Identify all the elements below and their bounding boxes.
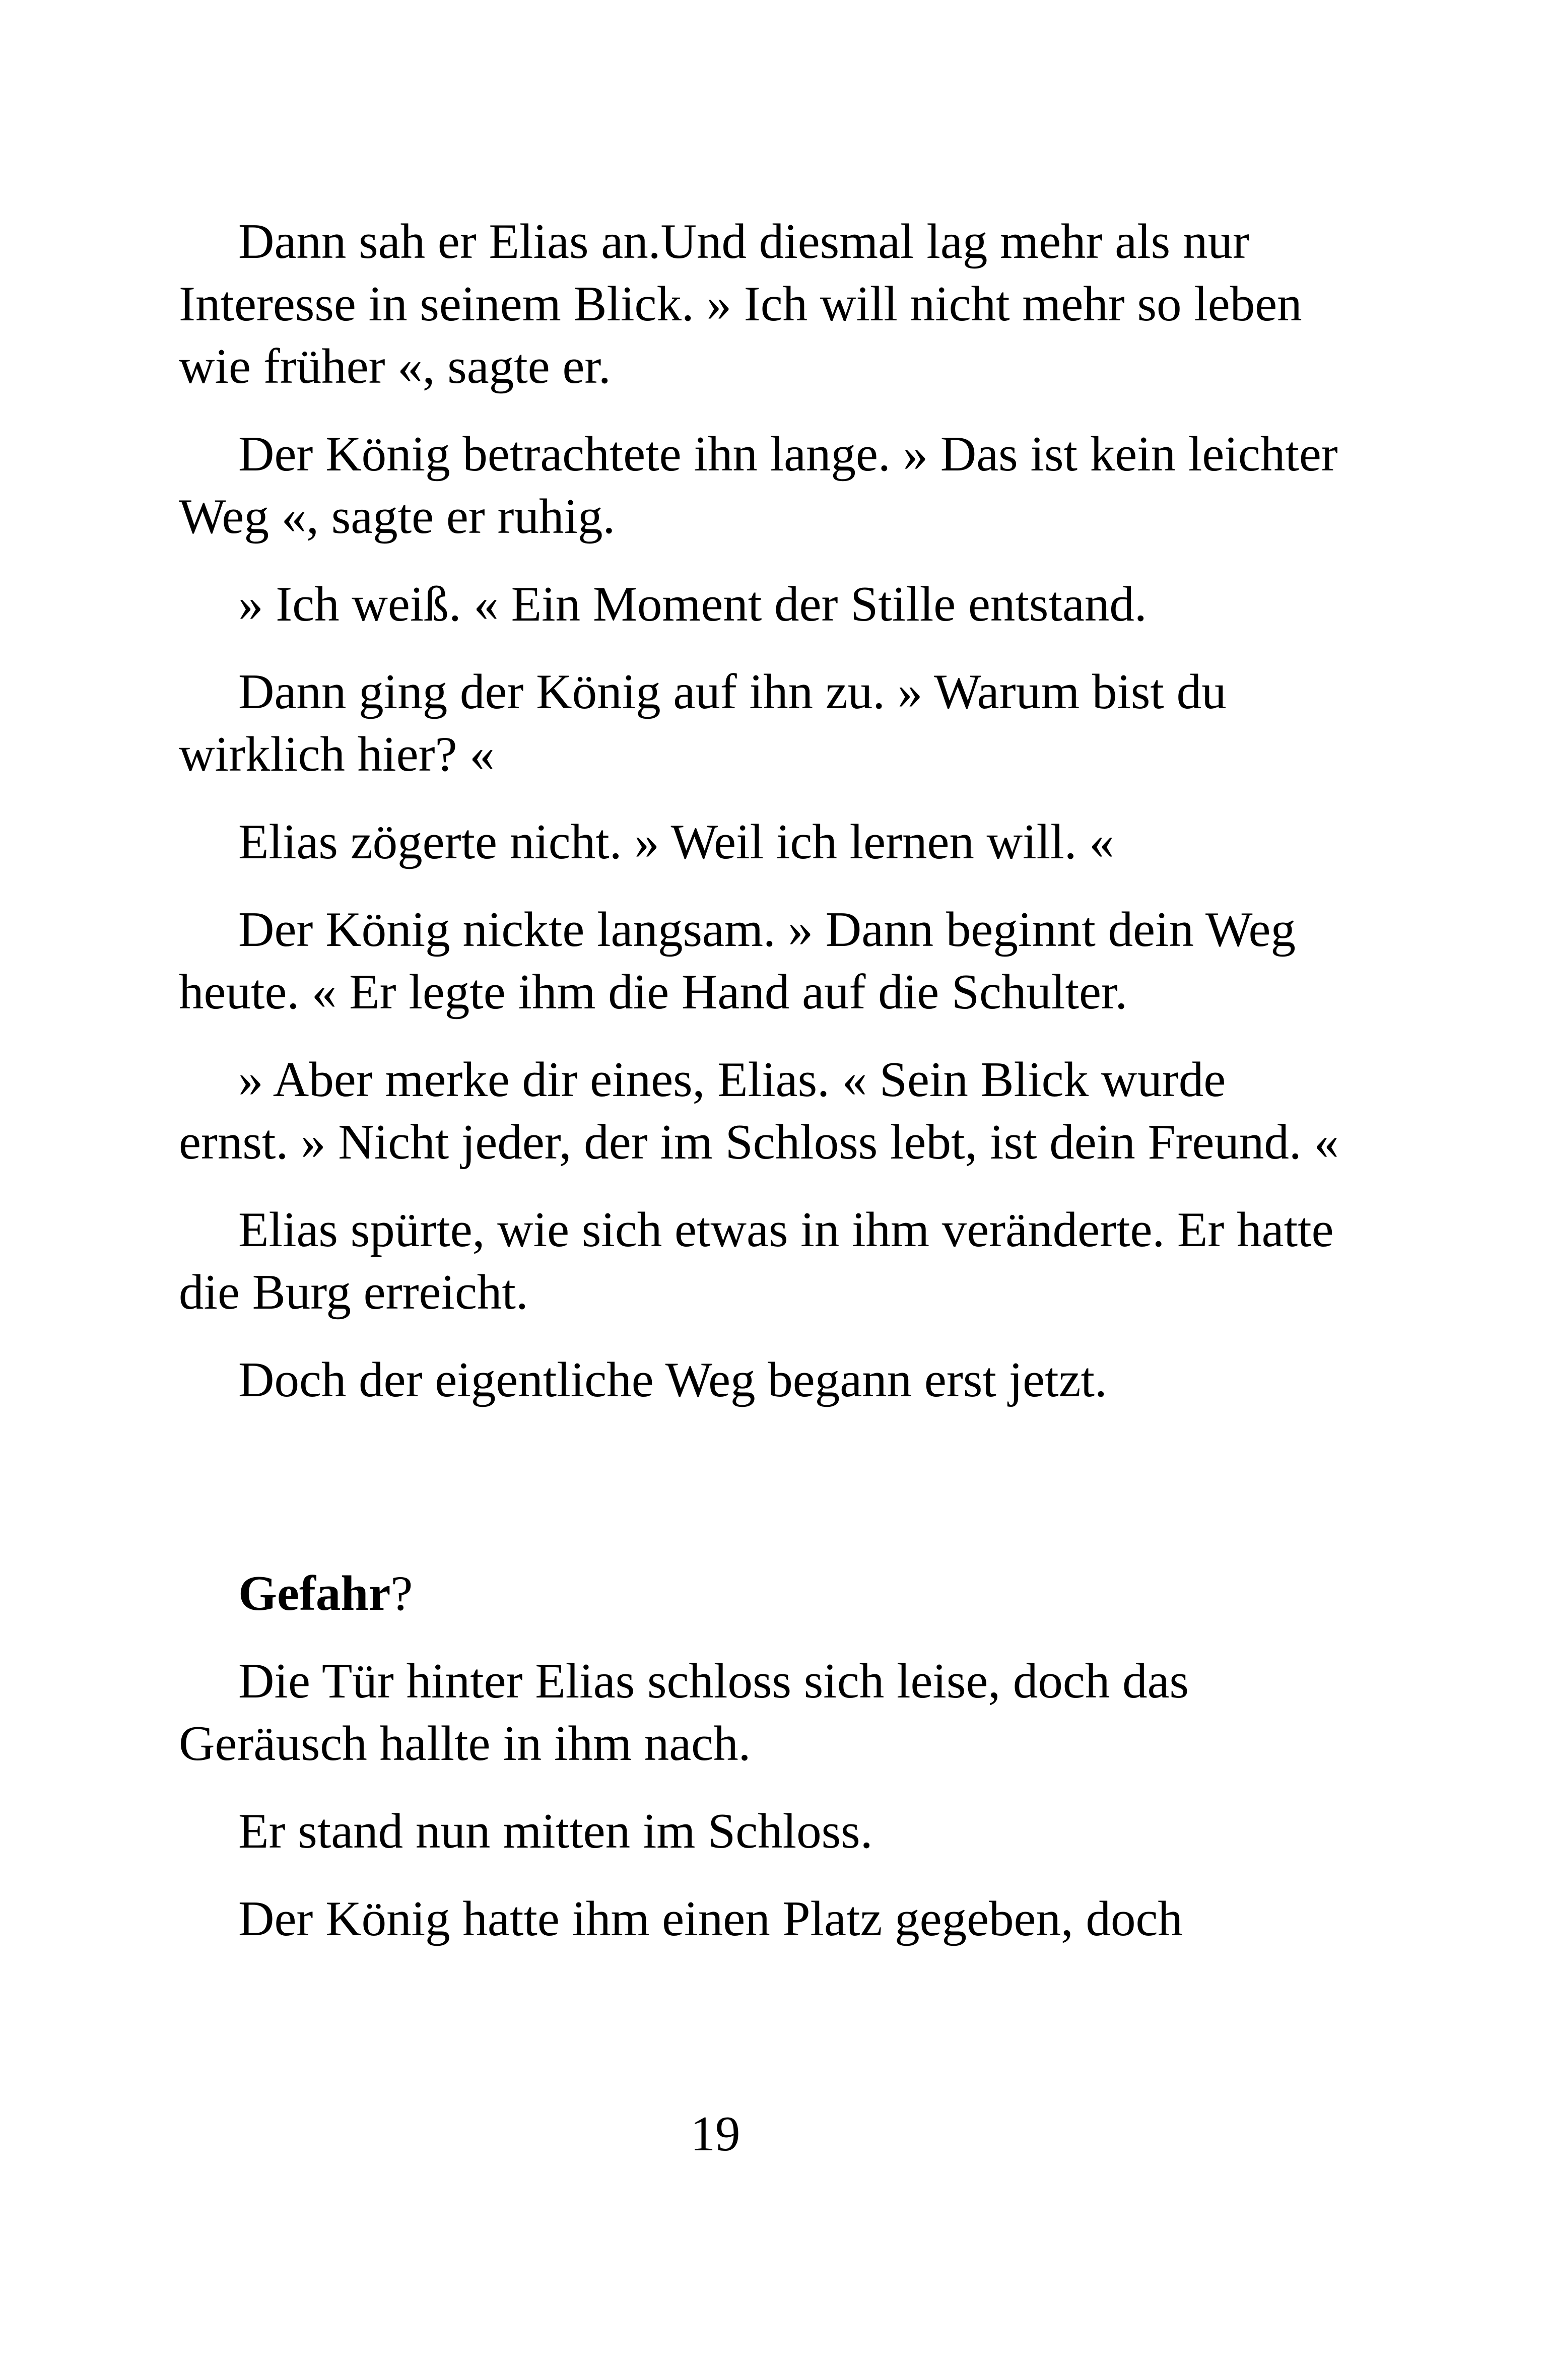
paragraph: Doch der eigentliche Weg begann erst jetzt. — [238, 1352, 1107, 1407]
paragraph: Dann sah er Elias an.Und diesmal lag mehr als nur Interesse in seinem Blick. » Ich will nicht mehr so leben wie früher «, sagte er. — [179, 214, 1302, 394]
paragraph: » Aber merke dir eines, Elias. « Sein Blick wurde ernst. » Nicht jeder, der im Schloss lebt, ist dein Freund. « — [179, 1052, 1339, 1170]
paragraph: Er stand nun mitten im Schloss. — [238, 1804, 873, 1859]
paragraph: Die Tür hinter Elias schloss sich leise, doch das Geräusch hallte in ihm nach. — [179, 1654, 1189, 1771]
paragraph: Elias zögerte nicht. » Weil ich lernen will. « — [238, 814, 1114, 869]
chapter-heading — [179, 1562, 1342, 1625]
paragraph: » Ich weiß. « Ein Moment der Stille entstand. — [238, 577, 1147, 632]
chapter-heading-suffix: ? — [390, 1566, 413, 1621]
section-break — [179, 1437, 1342, 1562]
paragraph: Der König hatte ihm einen Platz gegeben, doch — [238, 1891, 1183, 1946]
page-text — [179, 211, 1342, 1976]
page-number: 19 — [690, 2106, 740, 2161]
paragraph: Elias spürte, wie sich etwas in ihm veränderte. Er hatte die Burg erreicht. — [179, 1202, 1334, 1320]
paragraph: Der König nickte langsam. » Dann beginnt dein Weg heute. « Er legte ihm die Hand auf die Schulter. — [179, 902, 1296, 1019]
paragraph: Der König betrachtete ihn lange. » Das ist kein leichter Weg «, sagte er ruhig. — [179, 427, 1338, 544]
paragraph: Dann ging der König auf ihn zu. » Warum bist du wirklich hier? « — [179, 664, 1227, 782]
chapter-heading-title: Gefahr — [238, 1566, 391, 1621]
